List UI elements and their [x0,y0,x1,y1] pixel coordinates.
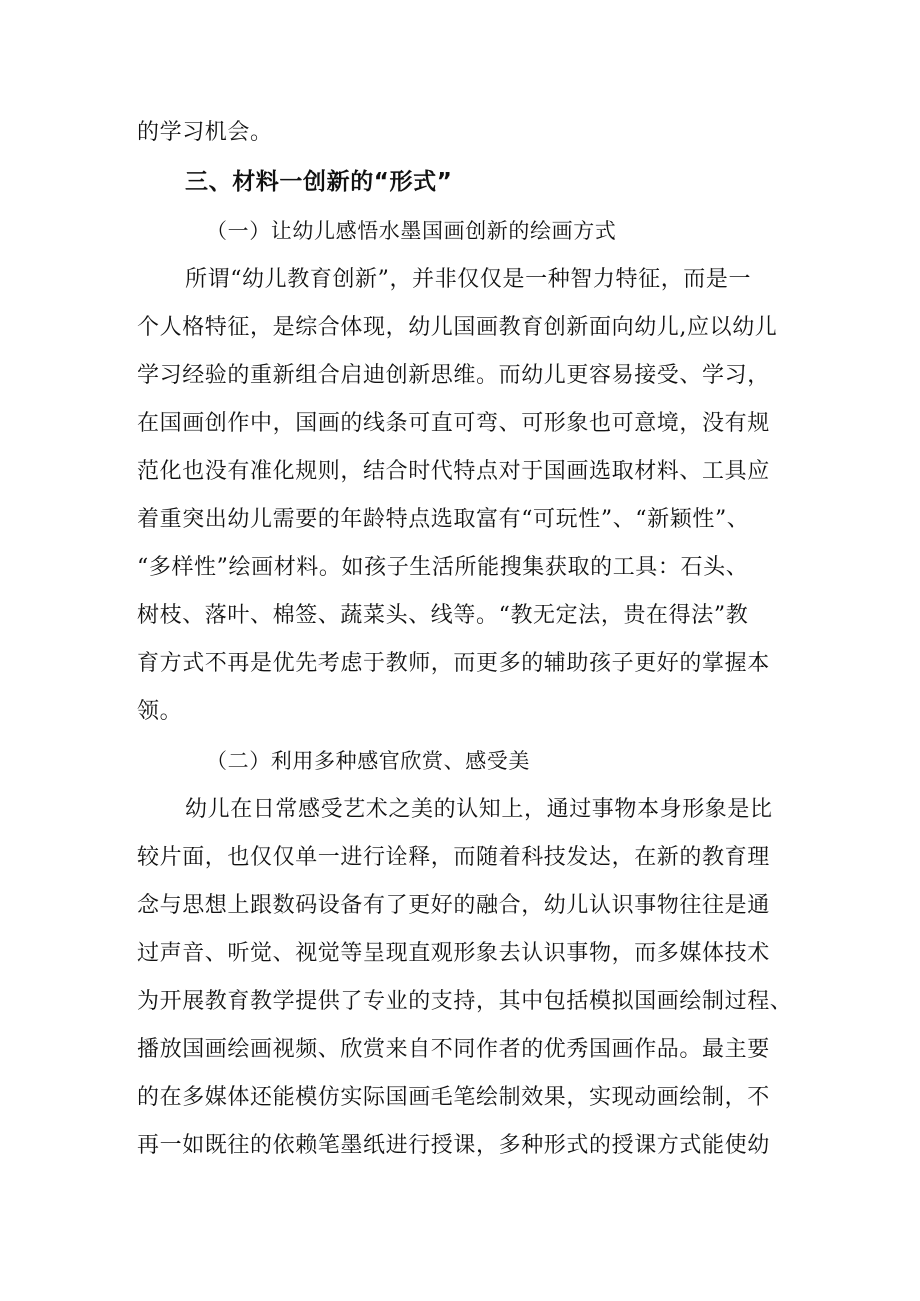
paragraph-line: 为开展教育教学提供了专业的支持，其中包括模拟国画绘制过程、 [137,989,793,1014]
paragraph-line: “多样性”绘画材料。如孩子生活所能搜集获取的工具：石头、 [137,555,749,580]
continuation-line: 的学习机会。 [137,120,273,145]
paragraph-line: 范化也没有准化规则，结合时代特点对于国画选取材料、工具应 [137,459,770,484]
paragraph-line: 树枝、落叶、棉签、蔬菜头、线等。“教无定法，贵在得法”教 [137,603,749,628]
paragraph-line: 过声音、听觉、视觉等呈现直观形象去认识事物，而多媒体技术 [137,941,770,966]
paragraph-line: 着重突出幼儿需要的年龄特点选取富有“可玩性”、“新颖性”、 [137,507,750,532]
paragraph-line: 播放国画绘画视频、欣赏来自不同作者的优秀国画作品。最主要 [137,1037,770,1062]
paragraph-line: 的在多媒体还能模仿实际国画毛笔绘制效果，实现动画绘制，不 [137,1085,770,1110]
paragraph-line: 育方式不再是优先考虑于教师，而更多的辅助孩子更好的掌握本 [137,651,770,676]
subsection-title-2: （二）利用多种感官欣赏、感受美 [206,749,530,773]
paragraph-line: 幼儿在日常感受艺术之美的认知上，通过事物本身形象是比 [185,797,773,822]
paragraph-line: 个人格特征，是综合体现，幼儿国画教育创新面向幼儿,应以幼儿 [137,315,778,340]
paragraph-line: 在国画创作中，国画的线条可直可弯、可形象也可意境，没有规 [137,411,770,436]
paragraph-line: 再一如既往的依赖笔墨纸进行授课，多种形式的授课方式能使幼 [137,1133,770,1158]
paragraph-line: 较片面，也仅仅单一进行诠释，而随着科技发达，在新的教育理 [137,845,770,870]
paragraph-line: 领。 [137,699,183,724]
section-heading: 三、材料一创新的“形式” [185,169,453,195]
paragraph-line: 学习经验的重新组合启迪创新思维。而幼儿更容易接受、学习， [137,363,770,388]
paragraph-line: 念与思想上跟数码设备有了更好的融合，幼儿认识事物往往是通 [137,893,770,918]
paragraph-line: 所谓“幼儿教育创新”，并非仅仅是一种智力特征，而是一 [185,267,752,292]
subsection-title-1: （一）让幼儿感悟水墨国画创新的绘画方式 [206,219,617,243]
